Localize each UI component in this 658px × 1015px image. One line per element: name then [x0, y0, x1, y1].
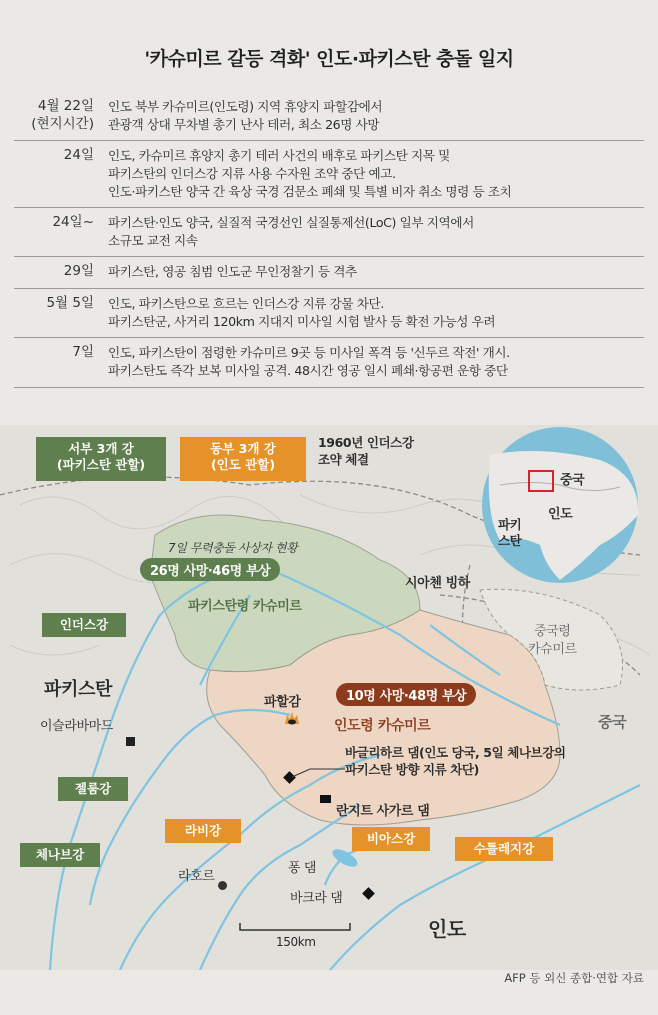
legend-west-rivers [36, 437, 166, 481]
china-label: 중국 [598, 713, 627, 731]
legend-west-line: (파키스탄 관할) [56, 457, 146, 473]
page-title: '카슈미르 갈등 격화' 인도·파키스탄 충돌 일지 [144, 48, 514, 70]
lahore-label: 라호르 [178, 869, 215, 884]
treaty-line: 1960년 인더스강 [318, 435, 414, 450]
timeline-date [14, 214, 104, 249]
timeline-text: 파키스탄군, 사거리 120km 지대지 미사일 시험 발사 등 확전 가능성 우려 [108, 313, 496, 329]
casualties-title: 7일 무력충돌 사상자 현황 [168, 541, 298, 555]
ind-casualties-badge: 10명 사망·48명 부상 [336, 683, 476, 706]
timeline-text: 파키스탄의 인더스강 지류 사용 수자원 조약 중단 예고. [108, 165, 396, 181]
pong-dam-label: 퐁 댐 [288, 861, 317, 876]
timeline-text: 파키스탄, 영공 침범 인도군 무인정찰기 등 격추 [108, 264, 357, 280]
timeline-text: 인도·파키스탄 양국 간 육상 국경 검문소 폐쇄 및 특별 비자 취소 명령 등 조치 [108, 183, 512, 199]
timeline-date-line: 7일 [72, 344, 94, 361]
timeline-date-line: 5월 5일 [46, 295, 94, 311]
timeline-text: 소규모 교전 지속 [108, 232, 198, 248]
ranjit-label: 란지트 사가르 댐 [336, 804, 430, 819]
ranjit-dam-marker [320, 795, 331, 803]
beas-river-label: 비아스강 [352, 827, 430, 851]
timeline-date-line: 24일~ [52, 214, 94, 231]
lahore-marker [218, 881, 227, 890]
baglihar-leader [290, 765, 350, 785]
inset-pak-line: 파키 [498, 517, 522, 532]
timeline-date-line: 24일 [63, 147, 94, 164]
timeline-text: 인도, 파키스탄이 점령한 카슈미르 9곳 등 미사일 폭격 등 '신두르 작전' 개시. [108, 345, 510, 361]
islamabad-label: 이슬라바마드 [40, 719, 113, 734]
timeline-date-line: 29일 [63, 263, 94, 280]
pak-kashmir-label: 파키스탄령 카슈미르 [188, 599, 302, 614]
timeline-text: 관광객 상대 무차별 총기 난사 테러, 최소 26명 사망 [108, 116, 380, 132]
timeline-row [14, 257, 644, 289]
timeline-date [14, 344, 104, 379]
legend-east-line: (인도 관할) [210, 457, 276, 473]
pak-casualties-badge: 26명 사망·46명 부상 [140, 558, 280, 581]
chinese-kashmir-label [528, 623, 577, 658]
timeline-row [14, 141, 644, 208]
indus-river-label: 인더스강 [42, 613, 126, 637]
chn-kashmir-line: 카슈미르 [528, 641, 577, 657]
timeline-date-line: 4월 22일 [37, 98, 94, 114]
siachen-label: 시아첸 빙하 [405, 576, 470, 591]
source-credit: AFP 등 외신 종합·연합 자료 [504, 971, 644, 985]
timeline [14, 92, 644, 388]
baglihar-label [345, 745, 566, 779]
timeline-text: 인도, 카슈미르 휴양지 총기 테러 사건의 배후로 파키스탄 지목 및 [108, 148, 450, 164]
chenab-river-label: 체나브강 [20, 843, 100, 867]
sutlej-river-label: 수틀레지강 [455, 837, 553, 861]
timeline-text: 인도, 파키스탄으로 흐르는 인더스강 지류 강물 차단. [108, 296, 384, 311]
timeline-date [14, 263, 104, 281]
islamabad-marker [126, 737, 135, 746]
baglihar-line: 바글리하르 댐(인도 당국, 5일 체나브강의 [345, 745, 566, 760]
scale-label: 150km [276, 935, 316, 949]
treaty-line: 조약 체결 [318, 451, 369, 467]
timeline-text: 파키스탄도 즉각 보복 미사일 공격. 48시간 영공 일시 폐쇄·항공편 운항 중단 [108, 362, 508, 378]
legend-west-line: 서부 3개 강 [68, 441, 134, 456]
map [0, 425, 658, 970]
ravi-river-label: 라비강 [165, 819, 241, 843]
timeline-date [14, 98, 104, 133]
treaty-label [318, 435, 414, 469]
timeline-date [14, 295, 104, 330]
timeline-date-line: (현지시간) [31, 115, 94, 132]
baglihar-line: 파키스탄 방향 지류 차단) [345, 761, 479, 777]
pakistan-label: 파키스탄 [44, 679, 112, 700]
pahalgam-attack-icon [284, 711, 300, 725]
timeline-text: 파키스탄·인도 양국, 실질적 국경선인 실질통제선(LoC) 일부 지역에서 [108, 215, 474, 231]
timeline-row [14, 92, 644, 141]
ind-kashmir-label: 인도령 카슈미르 [334, 718, 431, 734]
legend-east-rivers [180, 437, 306, 481]
timeline-row [14, 289, 644, 338]
legend-east-line: 동부 3개 강 [210, 441, 276, 456]
jhelum-river-label: 젤룸강 [58, 777, 128, 801]
inset-india-label: 인도 [548, 507, 573, 522]
chn-kashmir-line: 중국령 [534, 624, 571, 639]
india-label: 인도 [428, 917, 466, 941]
inset-pak-line: 스탄 [498, 533, 522, 549]
timeline-row [14, 338, 644, 387]
timeline-date [14, 147, 104, 200]
timeline-row [14, 208, 644, 257]
bhakra-dam-label: 바크라 댐 [290, 891, 343, 906]
timeline-text: 인도 북부 카슈미르(인도령) 지역 휴양지 파할감에서 [108, 99, 383, 114]
inset-china-label: 중국 [560, 473, 585, 488]
pahalgam-label: 파할감 [264, 695, 301, 710]
inset-pakistan-label [498, 517, 521, 550]
